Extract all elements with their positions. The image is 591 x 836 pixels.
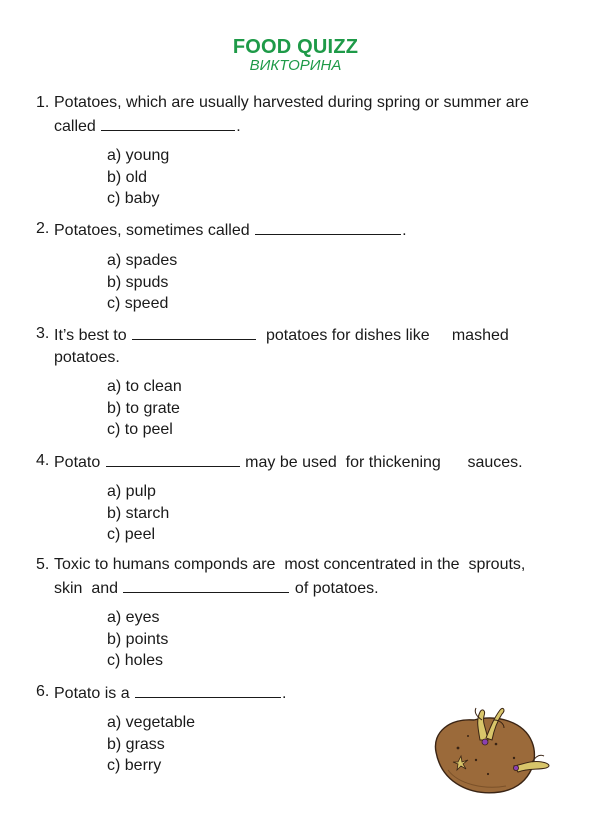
question-text: Potato is a . xyxy=(36,681,556,705)
option-a[interactable]: a) eyes xyxy=(107,609,160,626)
question-number: 6. xyxy=(36,683,50,700)
question-text-line2: skin and of potatoes. xyxy=(36,576,556,600)
option-a[interactable]: a) young xyxy=(107,147,170,164)
options-5 xyxy=(107,607,168,672)
answer-blank[interactable] xyxy=(132,323,256,340)
question-1 xyxy=(36,92,556,138)
question-number: 2. xyxy=(36,220,50,237)
quiz-subtitle: ВИКТОРИНА xyxy=(249,57,342,74)
option-a[interactable]: a) pulp xyxy=(107,483,156,500)
question-4 xyxy=(36,450,556,474)
answer-blank[interactable] xyxy=(106,450,240,467)
option-a[interactable]: a) vegetable xyxy=(107,714,196,731)
question-text: Potatoes, which are usually harvested during spring or summer are xyxy=(54,94,529,111)
question-text: It’s best to potatoes for dishes like mashed xyxy=(36,323,556,347)
question-text-line2: potatoes. xyxy=(54,349,120,366)
option-c[interactable]: c) peel xyxy=(107,526,156,543)
answer-blank[interactable] xyxy=(123,576,289,593)
option-b[interactable]: b) starch xyxy=(107,504,170,522)
options-1 xyxy=(107,145,169,210)
option-b[interactable]: b) grass xyxy=(107,735,165,753)
answer-blank[interactable] xyxy=(135,681,281,698)
question-text-line2: called . xyxy=(36,114,556,138)
option-b[interactable]: b) old xyxy=(107,168,148,186)
sprouting-potato-icon xyxy=(428,700,558,800)
option-c[interactable]: c) to peel xyxy=(107,421,173,438)
options-3 xyxy=(107,376,182,441)
question-2 xyxy=(36,218,556,242)
question-text: Toxic to humans componds are most concentrated in the sprouts, xyxy=(54,556,526,573)
question-number: 1. xyxy=(36,94,50,111)
question-number: 3. xyxy=(36,325,50,342)
question-text: Potatoes, sometimes called . xyxy=(36,218,556,242)
option-c[interactable]: c) berry xyxy=(107,757,162,774)
options-4 xyxy=(107,481,169,546)
quiz-title: FOOD QUIZZ xyxy=(232,36,359,58)
options-2 xyxy=(107,250,177,315)
question-number: 4. xyxy=(36,452,50,469)
option-a[interactable]: a) spades xyxy=(107,252,178,269)
question-text: Potato may be used for thickening sauces. xyxy=(36,450,556,474)
option-c[interactable]: c) baby xyxy=(107,190,160,207)
question-3 xyxy=(36,323,556,369)
question-5 xyxy=(36,554,556,600)
answer-blank[interactable] xyxy=(101,114,235,131)
option-c[interactable]: c) holes xyxy=(107,652,164,669)
answer-blank[interactable] xyxy=(255,218,401,235)
option-b[interactable]: b) spuds xyxy=(107,273,169,291)
options-6 xyxy=(107,712,195,777)
option-b[interactable]: b) to grate xyxy=(107,399,180,417)
option-c[interactable]: c) speed xyxy=(107,295,169,312)
quiz-header xyxy=(0,36,591,74)
question-number: 5. xyxy=(36,556,50,573)
option-a[interactable]: a) to clean xyxy=(107,378,182,395)
option-b[interactable]: b) points xyxy=(107,630,169,648)
